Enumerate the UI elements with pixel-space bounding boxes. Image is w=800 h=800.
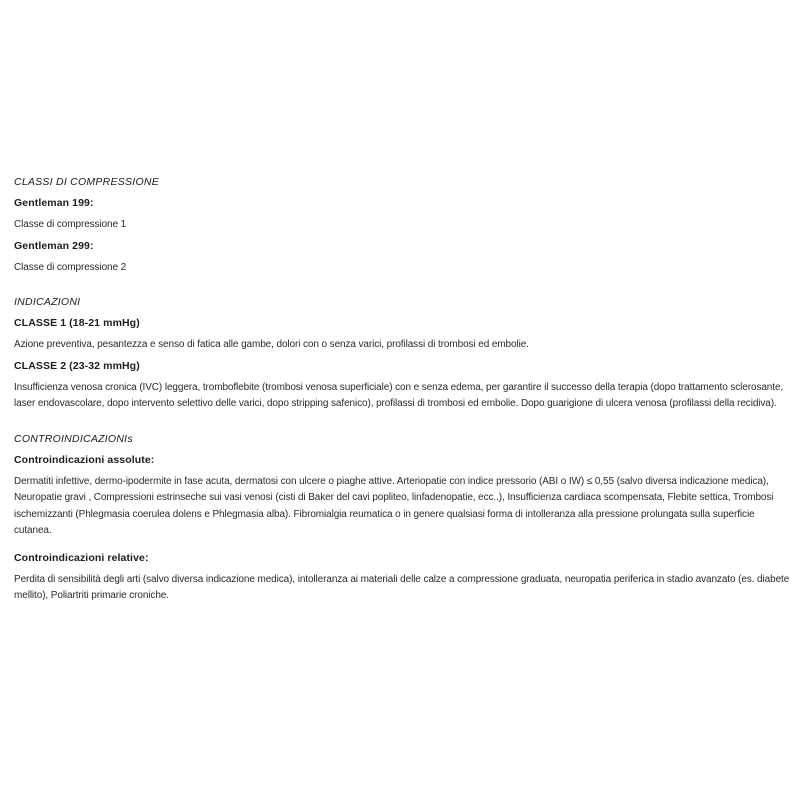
product-variant-heading: Gentleman 199: xyxy=(14,197,94,209)
section-controindicazioni xyxy=(14,432,794,605)
class-heading: CLASSE 2 (23-32 mmHg) xyxy=(14,359,140,372)
contraindication-heading: Controindicazioni relative: xyxy=(14,551,149,564)
section-classi-di-compressione xyxy=(14,175,794,276)
contraindication-text: Dermatiti infettive, dermo-ipodermite in fase acuta, dermatosi con ulcere o piaghe attive. Arteriopatie con indice pressorio (ABI o IW) ≤ 0,55 (salvo diversa indicazione medica), Neuropatie gravi , Compressioni estrinseche sui vasi venosi (cisti di Baker del cavi popliteo, linfadenopatie, ecc..), Insufficienza cardiaca scompensata, Flebite settica, Trombosi ischemizzanti (Phlegmasia coerulea dolens e Phlegmasia alba). Fibromialgia reumatica o in genere qualsiasi forma di intolleranza alla pressione prolungata sulla superficie cutanea. xyxy=(14,475,774,536)
section-label: INDICAZIONI xyxy=(14,296,81,308)
contraindication-heading: Controindicazioni assolute: xyxy=(14,453,155,466)
section-label: CLASSI DI COMPRESSIONE xyxy=(14,176,159,188)
product-variant-text: Classe di compressione 2 xyxy=(14,261,127,273)
class-heading: CLASSE 1 (18-21 mmHg) xyxy=(14,317,140,329)
contraindication-text: Perdita di sensibilità degli arti (salvo diversa indicazione medica), intolleranza ai materiali delle calze a compressione graduata, neuropatia periferica in stadio avanzato (es. diabete mellito), Poliartriti primarie croniche. xyxy=(14,573,790,601)
section-indicazioni xyxy=(14,295,794,413)
class-description: Azione preventiva, pesantezza e senso di fatica alle gambe, dolori con o senza varici, profilassi di trombosi ed embolie. xyxy=(14,339,529,350)
class-description: Insufficienza venosa cronica (IVC) leggera, tromboflebite (trombosi venosa superficiale) con e senza edema, per garantire il successo della terapia (dopo trattamento sclerosante, laser endovascolare, dopo intervento selettivo delle varici, dopo stripping safenico), profilassi di trombosi ed embolie. Dopo guarigione di ulcera venosa (profilassi della recidiva). xyxy=(14,381,784,409)
section-label: CONTROINDICAZIONIs xyxy=(14,432,133,445)
product-variant-text: Classe di compressione 1 xyxy=(14,219,127,230)
product-variant-heading: Gentleman 299: xyxy=(14,239,94,252)
